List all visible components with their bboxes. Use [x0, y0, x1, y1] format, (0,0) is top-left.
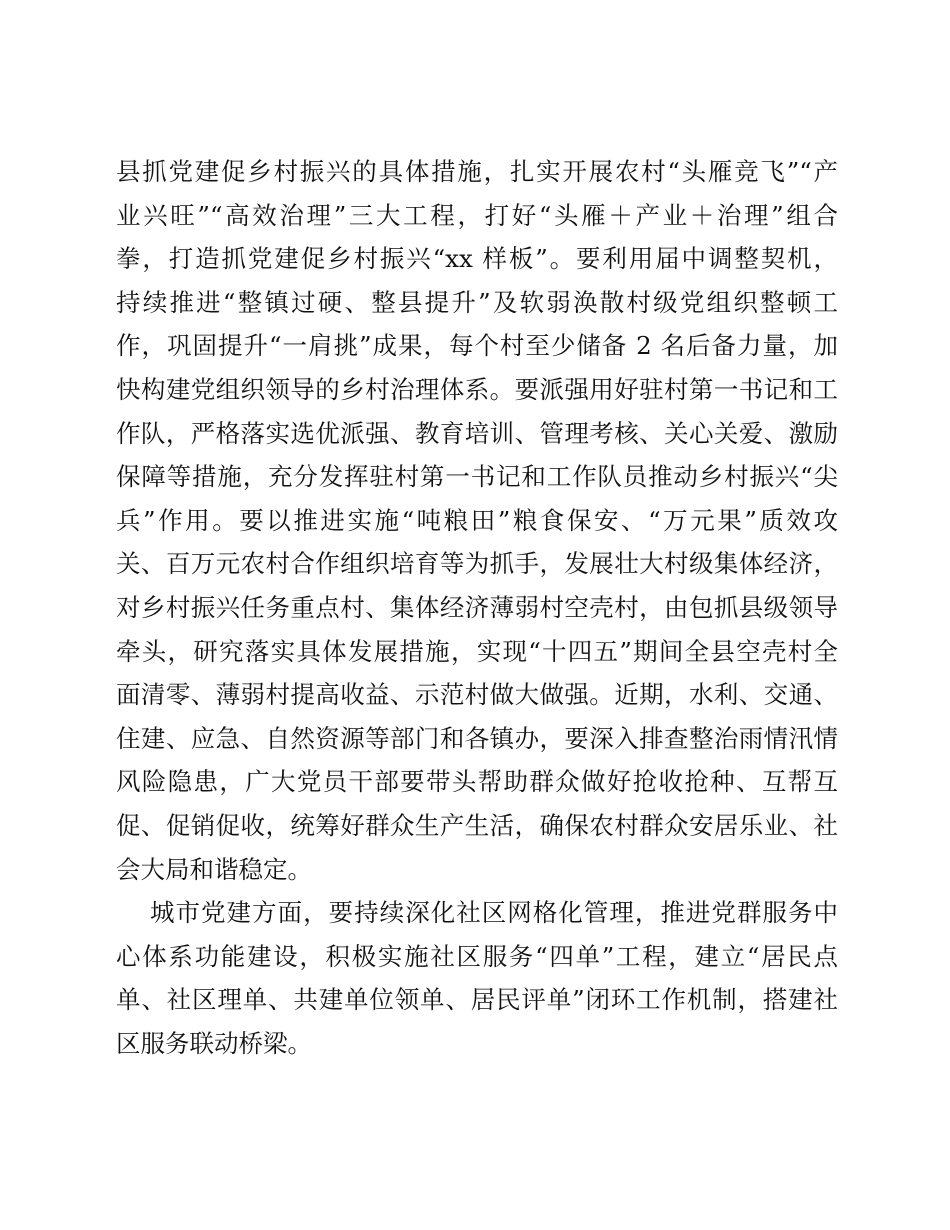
text-line: 保障等措施，充分发挥驻村第一书记和工作队员推动乡村振兴“尖 [116, 462, 838, 492]
text-line: 作队，严格落实选优派强、教育培训、管理考核、关心关爱、激励 [116, 418, 838, 448]
paragraph [116, 150, 838, 891]
text-line: 兵”作用。要以推进实施“吨粮田”粮食保安、“万元果”质效攻 [116, 505, 838, 535]
document-body [116, 150, 838, 1065]
paragraph [116, 891, 838, 1065]
text-line: 住建、应急、自然资源等部门和各镇办，要深入排查整治雨情汛情 [116, 723, 838, 753]
text-line: 县抓党建促乡村振兴的具体措施，扎实开展农村“头雁竞飞”“产 [116, 157, 838, 186]
text-line: 牵头，研究落实具体发展措施，实现“十四五”期间全县空壳村全 [116, 636, 838, 666]
text-line: 拳，打造抓党建促乡村振兴“xx 样板”。要利用届中调整契机， [116, 244, 838, 274]
text-line: 城市党建方面，要持续深化社区网格化管理，推进党群服务中 [150, 898, 838, 928]
text-line: 作，巩固提升“一肩挑”成果，每个村至少储备 2 名后备力量，加 [116, 331, 838, 361]
text-line: 关、百万元农村合作组织培育等为抓手，发展壮大村级集体经济， [116, 549, 838, 579]
text-line: 持续推进“整镇过硬、整县提升”及软弱涣散村级党组织整顿工 [116, 287, 838, 317]
text-line: 促、促销促收，统筹好群众生产生活，确保农村群众安居乐业、社 [116, 810, 838, 840]
text-line: 区服务联动桥梁。 [116, 1028, 312, 1058]
text-line: 心体系功能建设，积极实施社区服务“四单”工程，建立“居民点 [116, 941, 838, 971]
text-line: 会大局和谐稳定。 [116, 854, 312, 884]
text-line: 快构建党组织领导的乡村治理体系。要派强用好驻村第一书记和工 [116, 374, 838, 404]
text-line: 面清零、薄弱村提高收益、示范村做大做强。近期，水利、交通、 [116, 680, 838, 710]
text-line: 风险隐患，广大党员干部要带头帮助群众做好抢收抢种、互帮互 [116, 767, 838, 797]
text-line: 业兴旺”“高效治理”三大工程，打好“头雁＋产业＋治理”组合 [116, 200, 838, 230]
text-line: 对乡村振兴任务重点村、集体经济薄弱村空壳村，由包抓县级领导 [116, 592, 838, 622]
text-line: 单、社区理单、共建单位领单、居民评单”闭环工作机制，搭建社 [116, 985, 838, 1015]
